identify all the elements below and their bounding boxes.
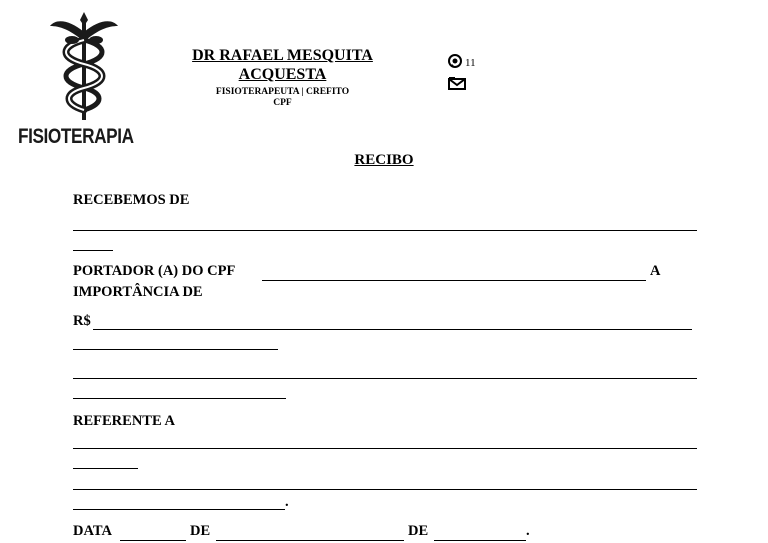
- phone-row: [448, 54, 476, 76]
- envelope-icon: [448, 76, 466, 90]
- bearer-cpf-line[interactable]: [262, 280, 646, 281]
- logo-text: FISIOTERAPIA: [18, 125, 134, 148]
- amount-line-2[interactable]: [73, 349, 278, 350]
- email-row: [448, 76, 476, 98]
- practitioner-name: DR RAFAEL MESQUITA ACQUESTA: [192, 47, 373, 83]
- received-from-line-1[interactable]: [73, 230, 697, 231]
- amount-line-1[interactable]: [93, 329, 692, 330]
- amount-suffix: A: [650, 263, 661, 279]
- date-of-label-2: DE: [408, 523, 429, 539]
- currency-label: R$: [73, 313, 91, 329]
- date-label: DATA: [73, 523, 112, 539]
- bearer-cpf-label: PORTADOR (A) DO CPF: [73, 263, 236, 279]
- practitioner-cpf: CPF: [273, 98, 292, 108]
- phone-number: 11: [465, 57, 476, 69]
- contact-block: [448, 54, 476, 98]
- referring-to-label: REFERENTE A: [73, 413, 175, 429]
- amount-of-label: IMPORTÂNCIA DE: [73, 284, 203, 300]
- received-from-line-2[interactable]: [73, 250, 113, 251]
- referring-line-4[interactable]: [73, 509, 285, 510]
- received-from-label: RECEBEMOS DE: [73, 192, 190, 208]
- practitioner-title: FISIOTERAPEUTA | CREFITO: [215, 87, 350, 97]
- receipt-title: RECIBO: [354, 152, 414, 168]
- date-end-period: .: [526, 523, 530, 539]
- date-month-line[interactable]: [216, 540, 404, 541]
- amount-words-line-1[interactable]: [73, 378, 697, 379]
- logo: [14, 10, 154, 150]
- caduceus-icon: [48, 10, 120, 122]
- date-year-line[interactable]: [434, 540, 526, 541]
- header: [180, 46, 385, 109]
- referring-line-2[interactable]: [73, 468, 138, 469]
- referring-line-1[interactable]: [73, 448, 697, 449]
- referring-period: .: [285, 494, 289, 510]
- whatsapp-icon: [448, 54, 462, 68]
- referring-line-3[interactable]: [73, 489, 697, 490]
- date-day-line[interactable]: [120, 540, 186, 541]
- date-of-label-1: DE: [190, 523, 211, 539]
- amount-words-line-2[interactable]: [73, 398, 286, 399]
